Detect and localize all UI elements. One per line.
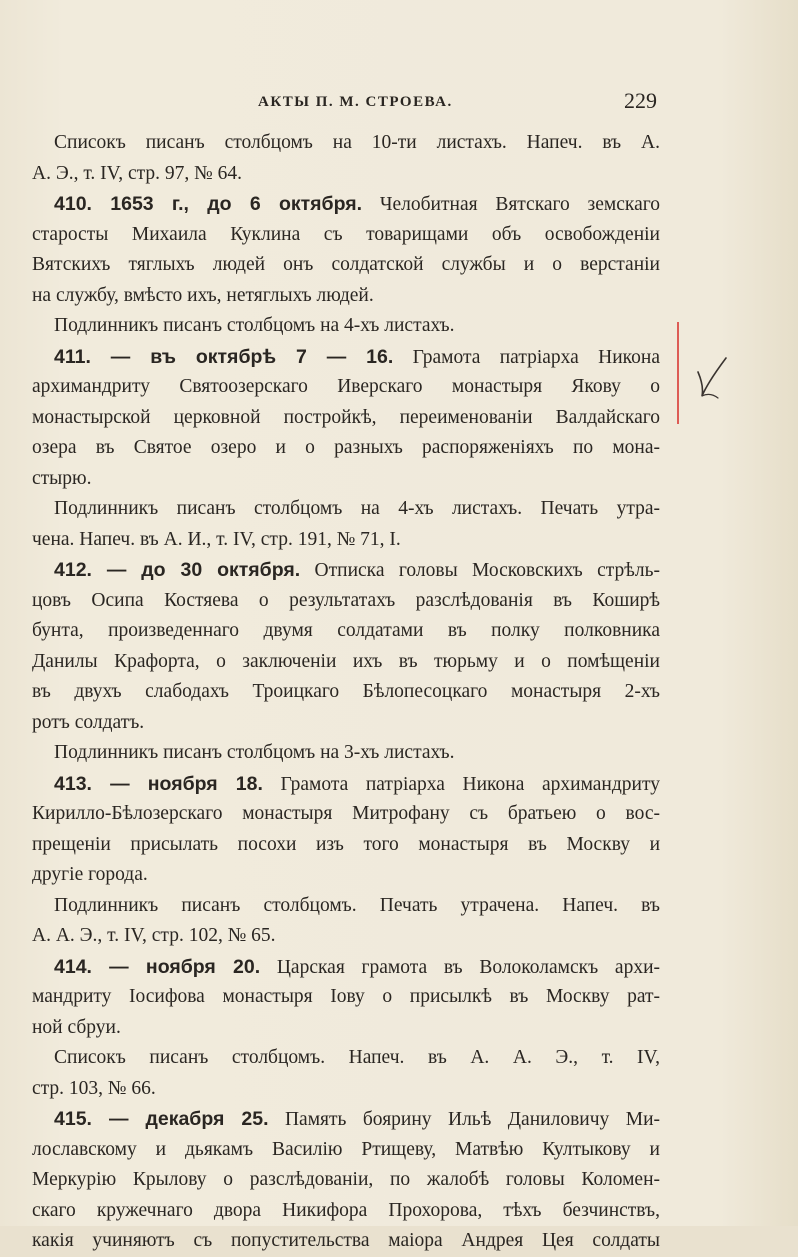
- line-text: лославскому и дьякамъ Василiю Ртищеву, Матвѣю Култыкову и: [32, 1138, 660, 1160]
- line-text: Вятскихъ тяглыхъ людей онъ солдатской службы и о верстанiи: [32, 254, 660, 275]
- running-header: [0, 88, 798, 118]
- line-text: стырю.: [32, 467, 92, 489]
- line-text: архимандриту Святоозерскаго Иверскаго монастыря Якову о: [32, 376, 660, 397]
- page-number: 229: [624, 88, 657, 113]
- line-text: Списокъ писанъ столбцомъ на 10-ти листахъ. Напеч. въ А.: [54, 132, 660, 153]
- entry-number: 414.: [54, 955, 92, 978]
- entry-date: — ноября 20.: [91, 955, 261, 978]
- text-line: [32, 1196, 660, 1227]
- line-text: мандриту Iосифова монастыря Iову о присылкѣ въ Москву рат-: [32, 986, 660, 1007]
- text-line: [32, 1013, 660, 1044]
- text-line: [32, 860, 660, 891]
- line-text: Подлинникъ писанъ столбцомъ на 4-хъ листахъ. Печать утра-: [54, 498, 660, 519]
- margin-red-line: [677, 352, 679, 424]
- entry-date: — въ октябрѣ 7 — 16.: [90, 345, 394, 368]
- text-line: [32, 433, 660, 464]
- text-line: [32, 525, 660, 556]
- entry-number: 413.: [54, 772, 92, 795]
- text-line: [32, 250, 660, 281]
- text-line: [32, 799, 660, 830]
- line-text: Челобитная Вятскаго земскаго: [362, 194, 660, 215]
- line-text: стр. 103, № 66.: [32, 1077, 156, 1099]
- line-text: въ двухъ слабодахъ Троицкаго Бѣлопесоцкаго монастыря 2-хъ: [32, 681, 660, 702]
- document-body: [32, 128, 660, 1257]
- line-text: скаго кружечнаго двора Никифора Прохорова, тѣхъ безчинствъ,: [32, 1199, 660, 1221]
- text-line: [32, 982, 660, 1013]
- text-line: [54, 952, 660, 983]
- text-line: [54, 769, 660, 800]
- text-line: [32, 586, 660, 617]
- line-text: Меркурiю Крылову о разслѣдованiи, по жалобѣ головы Коломен-: [32, 1169, 660, 1190]
- text-line: [54, 311, 660, 342]
- line-text: Данилы Крафорта, о заключенiи ихъ въ тюрьму и о помѣщенiи: [32, 650, 660, 672]
- line-text: цовъ Осипа Костяева о результатахъ разслѣдованiя въ Коширѣ: [32, 589, 660, 611]
- text-line: [54, 555, 660, 586]
- line-text: монастырской церковной постройкѣ, переименованiи Валдайскаго: [32, 406, 660, 428]
- text-line: [32, 220, 660, 251]
- line-text: Подлинникъ писанъ столбцомъ на 3-хъ листахъ.: [54, 742, 455, 763]
- line-text: Память боярину Ильѣ Даниловичу Ми-: [268, 1109, 660, 1130]
- text-line: [32, 708, 660, 739]
- line-text: Царская грамота въ Волоколамскъ архи-: [260, 956, 660, 978]
- line-text: Подлинникъ писанъ столбцомъ. Печать утрачена. Напеч. въ: [54, 894, 660, 916]
- entry-number: 410.: [54, 193, 92, 215]
- line-text: прещенiи присылать посохи изъ того монастыря въ Москву и: [32, 833, 660, 855]
- entry-date: — ноября 18.: [91, 772, 263, 795]
- line-text: бунта, произведеннаго двумя солдатами въ полку полковника: [32, 620, 660, 641]
- line-text: другiе города.: [32, 864, 148, 885]
- line-text: ротъ солдатъ.: [32, 711, 145, 733]
- line-text: Грамота патрiарха Никона архимандриту: [262, 773, 660, 795]
- text-line: [32, 616, 660, 647]
- text-line: [32, 921, 660, 952]
- line-text: какiя учиняютъ съ попустительства маiора Андрея Цея солдаты: [32, 1230, 660, 1251]
- line-text: на службу, вмѣсто ихъ, нетяглыхъ людей.: [32, 284, 374, 306]
- entry-number: 415.: [54, 1108, 92, 1130]
- line-text: старосты Михаила Куклина съ товарищами объ освобожденiи: [32, 223, 660, 245]
- text-line: [32, 1226, 660, 1257]
- text-line: [54, 189, 660, 220]
- text-line: [54, 128, 660, 159]
- line-text: чена. Напеч. въ А. И., т. IV, стр. 191, № 71, I.: [32, 528, 401, 550]
- text-line: [32, 830, 660, 861]
- margin-red-line: [677, 322, 679, 352]
- text-line: [32, 159, 660, 190]
- text-line: [54, 342, 660, 373]
- text-line: [32, 464, 660, 495]
- header-title: АКТЫ П. М. СТРОЕВА.: [258, 94, 453, 110]
- text-line: [32, 281, 660, 312]
- text-line: [32, 1165, 660, 1196]
- line-text: Отписка головы Московскихъ стрѣль-: [300, 560, 660, 581]
- text-line: [32, 647, 660, 678]
- entry-number: 411.: [54, 345, 91, 368]
- text-line: [54, 1043, 660, 1074]
- line-text: Грамота патрiарха Никона: [393, 346, 660, 368]
- text-line: [32, 1135, 660, 1166]
- text-line: [32, 403, 660, 434]
- entry-date: 1653 г., до 6 октября.: [91, 193, 363, 215]
- line-text: озера въ Святое озеро и о разныхъ распоряженiяхъ по мона-: [32, 437, 660, 458]
- text-line: [32, 1074, 660, 1105]
- entry-date: — до 30 октября.: [91, 559, 301, 581]
- line-text: Списокъ писанъ столбцомъ. Напеч. въ А. А. Э., т. IV,: [54, 1047, 660, 1068]
- line-text: Кирилло-Бѣлозерскаго монастыря Митрофану съ братьею о вос-: [32, 803, 660, 824]
- text-line: [54, 891, 660, 922]
- margin-check-mark-icon: [692, 352, 732, 412]
- line-text: ной сбруи.: [32, 1016, 121, 1038]
- text-line: [54, 1104, 660, 1135]
- line-text: Подлинникъ писанъ столбцомъ на 4-хъ листахъ.: [54, 315, 455, 336]
- entry-date: — декабря 25.: [91, 1108, 269, 1130]
- line-text: А. Э., т. IV, стр. 97, № 64.: [32, 162, 242, 184]
- line-text: А. А. Э., т. IV, стр. 102, № 65.: [32, 925, 276, 946]
- text-line: [54, 494, 660, 525]
- text-line: [54, 738, 660, 769]
- entry-number: 412.: [54, 559, 92, 581]
- text-line: [32, 677, 660, 708]
- text-line: [32, 372, 660, 403]
